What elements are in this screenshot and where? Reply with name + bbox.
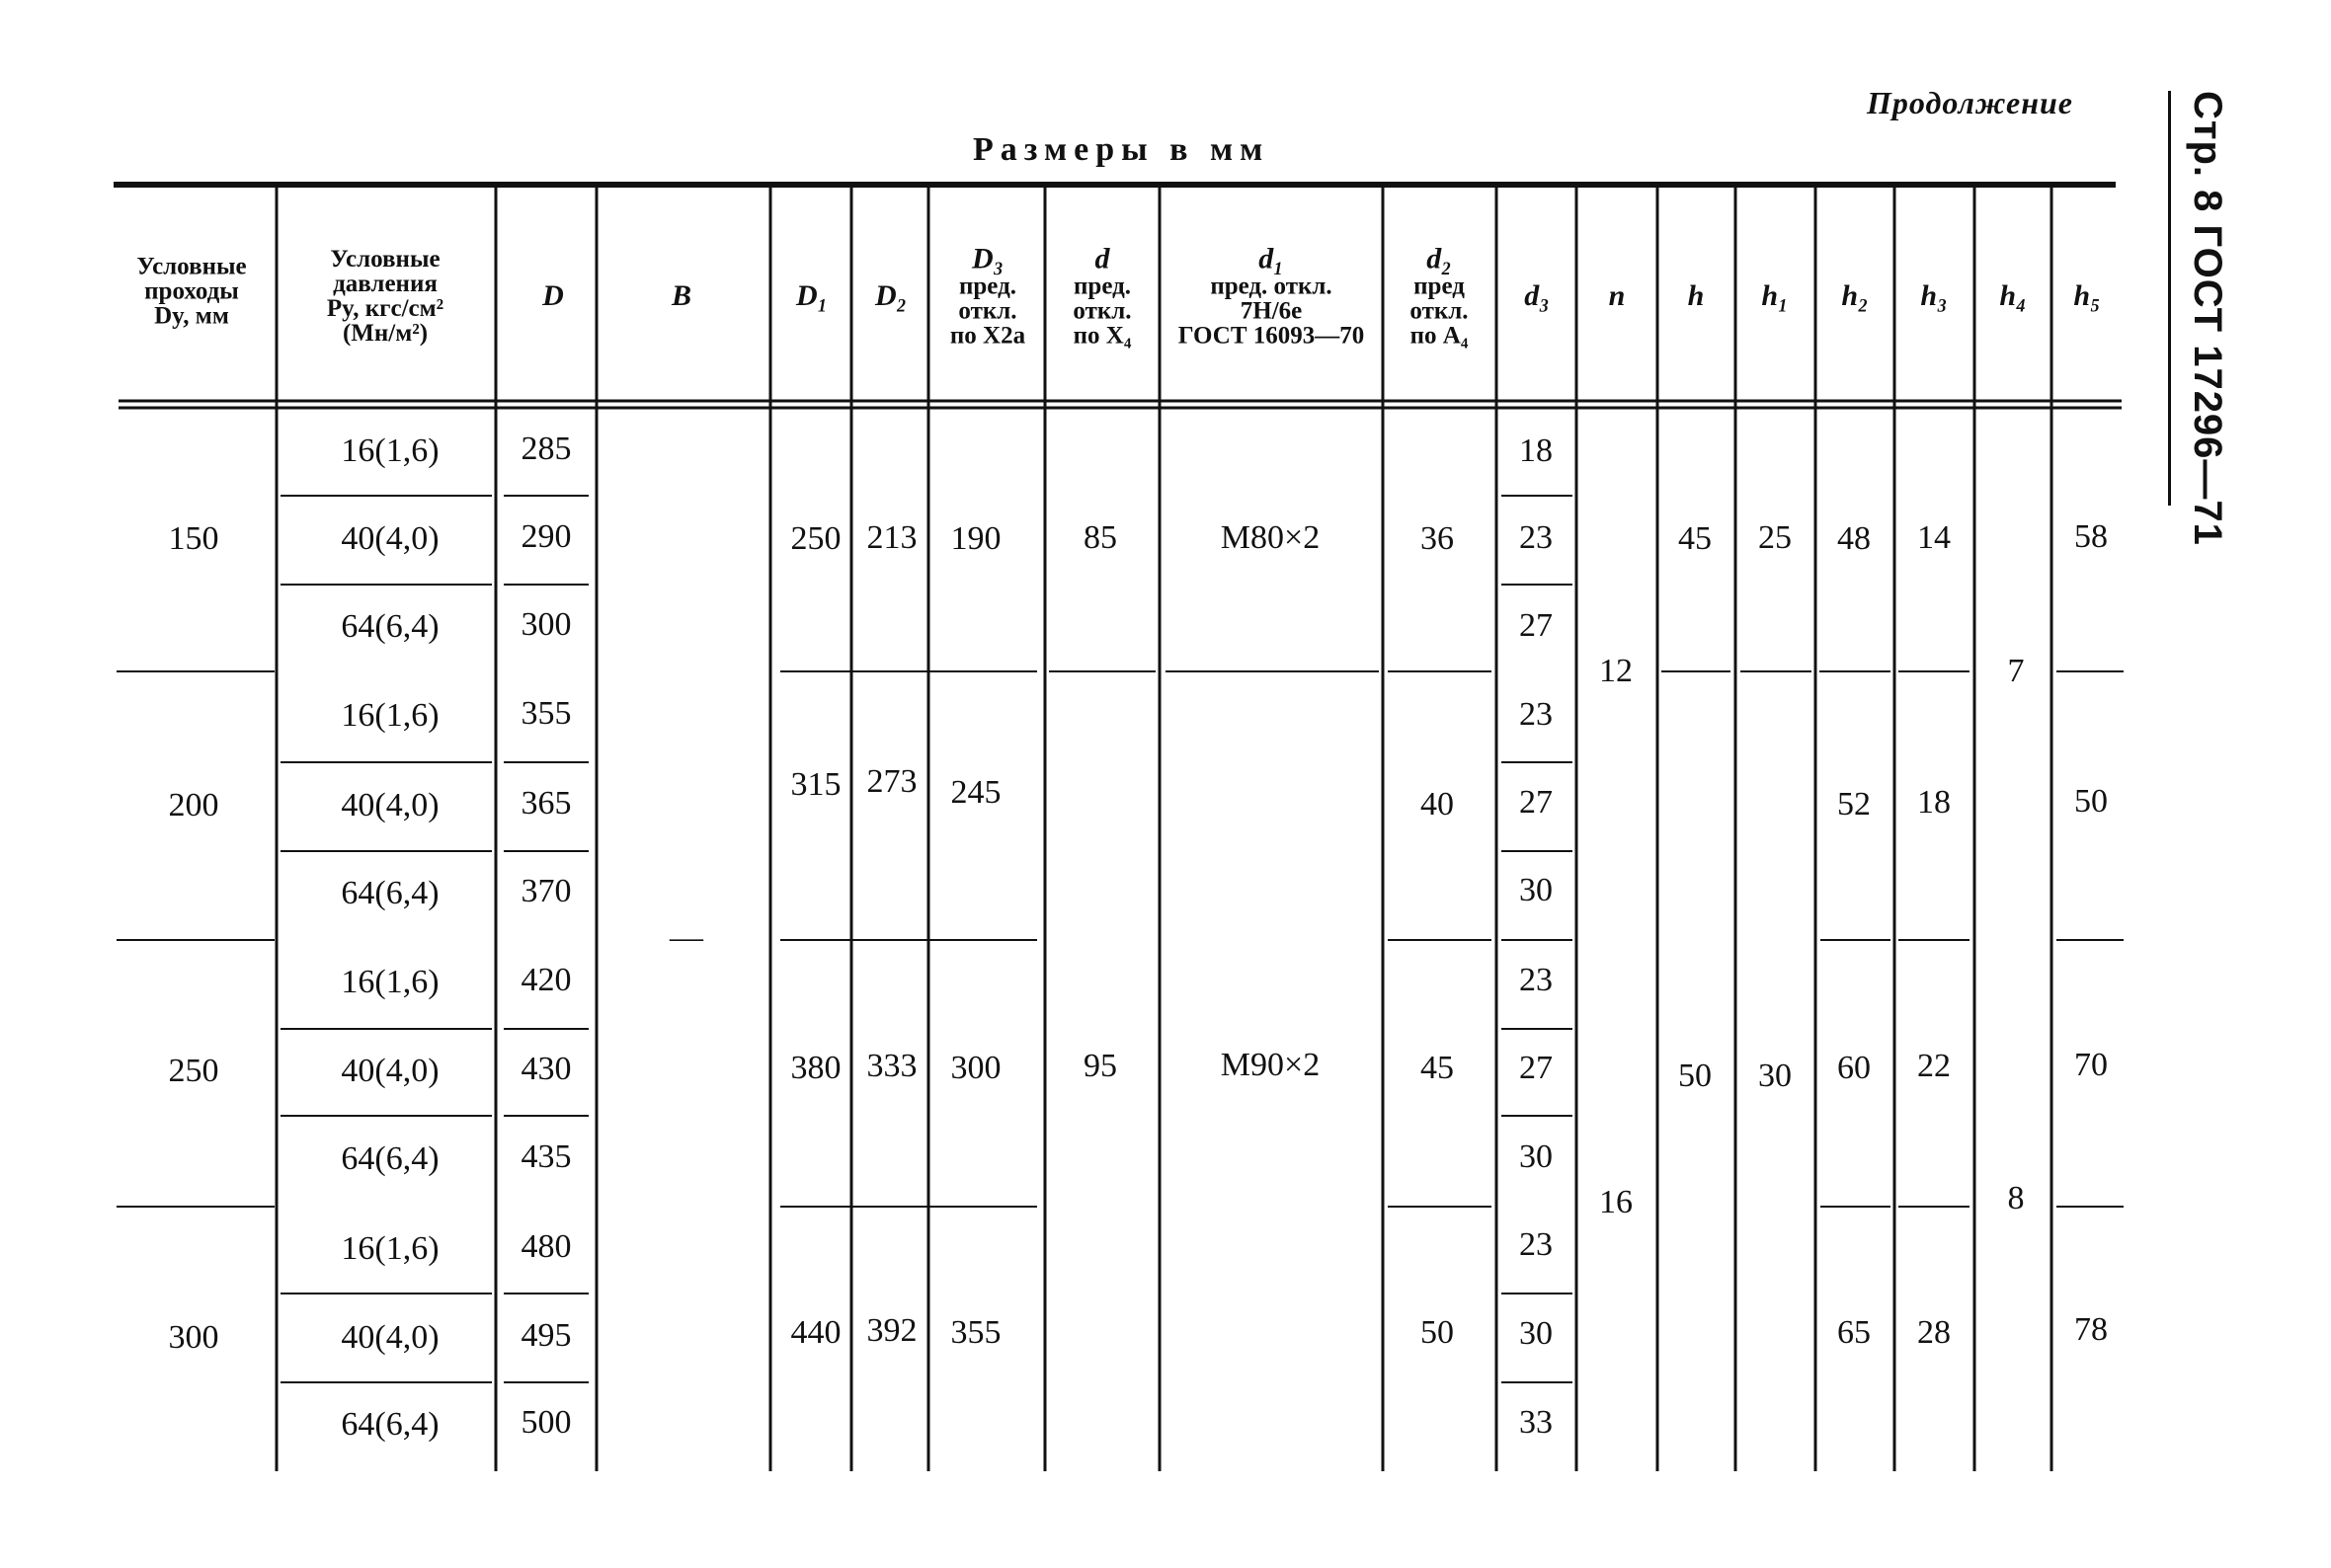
- header-n: n: [1608, 279, 1626, 312]
- header-dy-line1: Условные: [136, 253, 247, 280]
- cell-h4: 8: [2007, 1180, 2025, 1216]
- cell-h3: 14: [1917, 519, 1951, 556]
- cell-h4: 7: [2007, 653, 2025, 689]
- cell-d2: 50: [1420, 1314, 1454, 1351]
- header-D1: D₁: [795, 279, 829, 312]
- cell-h2: 52: [1837, 786, 1871, 823]
- cell-n: 16: [1599, 1184, 1633, 1220]
- cell-h1: 30: [1758, 1058, 1792, 1094]
- header-d2-line2: пред: [1413, 273, 1465, 300]
- cell-py: 64(6,4): [341, 608, 440, 645]
- cell-py: 16(1,6): [341, 697, 440, 734]
- header-h: h: [1687, 279, 1705, 312]
- cell-B: —: [670, 919, 703, 956]
- cell-dy: 300: [168, 1319, 219, 1356]
- header-h5: h₅: [2073, 279, 2101, 312]
- header-h3: h₃: [1920, 279, 1948, 312]
- header-d2-line4: по A₄: [1409, 322, 1469, 350]
- cell-d3: 23: [1519, 962, 1553, 998]
- cell-D2: 333: [866, 1048, 918, 1084]
- cell-D2: 273: [866, 763, 918, 800]
- header-D3-line3: откл.: [958, 297, 1017, 325]
- header-d1-line1: d₁: [1258, 242, 1284, 275]
- header-d3: d₃: [1524, 279, 1550, 312]
- cell-n: 12: [1599, 653, 1633, 689]
- header-D3-line2: пред.: [959, 273, 1016, 300]
- cell-d3: 23: [1519, 696, 1553, 733]
- cell-h: 45: [1678, 520, 1712, 557]
- continuation-label: Продолжение: [1867, 85, 2073, 120]
- header-d-line3: откл.: [1073, 297, 1132, 325]
- cell-dy: 200: [168, 787, 219, 823]
- cell-py: 16(1,6): [341, 432, 440, 469]
- header-d1-line3: 7H/6e: [1240, 297, 1303, 325]
- cell-h2: 65: [1837, 1314, 1871, 1351]
- cell-d2: 40: [1420, 786, 1454, 823]
- header-d2-line1: d₂: [1426, 242, 1452, 275]
- header-d: [1073, 242, 1132, 350]
- cell-py: 16(1,6): [341, 964, 440, 1000]
- cell-d3: 23: [1519, 1226, 1553, 1263]
- cell-D2: 213: [866, 519, 918, 556]
- cell-D: 420: [521, 962, 572, 998]
- header-d1: [1177, 242, 1365, 350]
- header-B: B: [671, 279, 692, 312]
- header-D3: [949, 242, 1026, 350]
- header-d-line2: пред.: [1074, 273, 1131, 300]
- cell-d3: 30: [1519, 1315, 1553, 1352]
- page-caption-text: Стр. 8 ГОСТ 17296—71: [2186, 91, 2229, 546]
- cell-D3: 355: [950, 1314, 1002, 1351]
- header-d2: [1409, 242, 1469, 350]
- header-py: [327, 247, 443, 346]
- cell-dy: 150: [168, 520, 219, 557]
- cell-h2: 60: [1837, 1050, 1871, 1086]
- header-py-line4: (Мн/м²): [342, 320, 429, 347]
- cell-D: 285: [521, 431, 572, 467]
- cell-d1: M80×2: [1220, 519, 1321, 556]
- cell-py: 40(4,0): [341, 787, 440, 823]
- cell-d3: 27: [1519, 784, 1553, 821]
- cell-D: 430: [521, 1051, 572, 1087]
- header-dy: [136, 255, 246, 329]
- cell-h3: 22: [1917, 1048, 1951, 1084]
- cell-D: 495: [521, 1317, 572, 1354]
- header-py-line3: Py, кгс/см²: [326, 295, 444, 322]
- cell-h5: 50: [2074, 783, 2108, 820]
- header-h1: h₁: [1761, 279, 1789, 312]
- header-d-line1: d: [1094, 242, 1110, 275]
- cell-d3: 33: [1519, 1404, 1553, 1441]
- header-d-line4: по X₄: [1073, 322, 1132, 350]
- cell-d: 85: [1084, 519, 1117, 556]
- cell-h3: 28: [1917, 1314, 1951, 1351]
- cell-D1: 250: [790, 520, 842, 557]
- cell-D: 300: [521, 606, 572, 643]
- header-D3-line4: по X2a: [949, 322, 1026, 350]
- cell-D1: 440: [790, 1314, 842, 1351]
- cell-py: 40(4,0): [341, 1319, 440, 1356]
- header-dy-line3: Dy, мм: [154, 302, 229, 330]
- cell-py: 40(4,0): [341, 520, 440, 557]
- cell-h: 50: [1678, 1058, 1712, 1094]
- cell-d2: 36: [1420, 520, 1454, 557]
- cell-d3: 23: [1519, 519, 1553, 556]
- cell-D3: 190: [950, 520, 1002, 557]
- header-h4: h₄: [1999, 279, 2027, 312]
- cell-h5: 58: [2074, 518, 2108, 555]
- header-h2: h₂: [1841, 279, 1869, 312]
- header-D2: D₂: [874, 279, 908, 312]
- cell-py: 64(6,4): [341, 1406, 440, 1443]
- cell-d3: 18: [1519, 432, 1553, 469]
- cell-py: 64(6,4): [341, 1140, 440, 1177]
- cell-D2: 392: [866, 1312, 918, 1349]
- cell-d3: 30: [1519, 1138, 1553, 1175]
- units-caption: Размеры в мм: [973, 131, 1270, 168]
- cell-h2: 48: [1837, 520, 1871, 557]
- cell-D: 290: [521, 518, 572, 555]
- header-D3-line1: D₃: [971, 242, 1005, 275]
- cell-D1: 315: [790, 766, 842, 803]
- cell-h1: 25: [1758, 519, 1792, 556]
- cell-d3: 27: [1519, 607, 1553, 644]
- cell-d3: 30: [1519, 872, 1553, 908]
- header-D: D: [542, 279, 564, 312]
- cell-d1: M90×2: [1220, 1047, 1321, 1083]
- header-d1-line2: пред. откл.: [1210, 273, 1332, 300]
- cell-dy: 250: [168, 1053, 219, 1089]
- cell-D: 500: [521, 1404, 572, 1441]
- cell-D1: 380: [790, 1050, 842, 1086]
- cell-py: 16(1,6): [341, 1230, 440, 1267]
- cell-d2: 45: [1420, 1050, 1454, 1086]
- header-py-line2: давления: [333, 271, 438, 297]
- header-d1-line4: ГОСТ 16093—70: [1177, 322, 1365, 350]
- header-dy-line2: проходы: [144, 277, 239, 305]
- header-py-line1: Условные: [330, 246, 441, 273]
- cell-h5: 78: [2074, 1311, 2108, 1348]
- cell-D: 355: [521, 695, 572, 732]
- cell-D3: 245: [950, 774, 1002, 811]
- cell-h5: 70: [2074, 1047, 2108, 1083]
- cell-D: 480: [521, 1228, 572, 1265]
- header-d2-line3: откл.: [1409, 297, 1469, 325]
- cell-D: 370: [521, 873, 572, 909]
- cell-h3: 18: [1917, 784, 1951, 821]
- cell-d: 95: [1084, 1048, 1117, 1084]
- cell-D3: 300: [950, 1050, 1002, 1086]
- cell-D: 435: [521, 1138, 572, 1175]
- cell-D: 365: [521, 785, 572, 822]
- cell-d3: 27: [1519, 1050, 1553, 1086]
- cell-py: 40(4,0): [341, 1053, 440, 1089]
- cell-py: 64(6,4): [341, 875, 440, 911]
